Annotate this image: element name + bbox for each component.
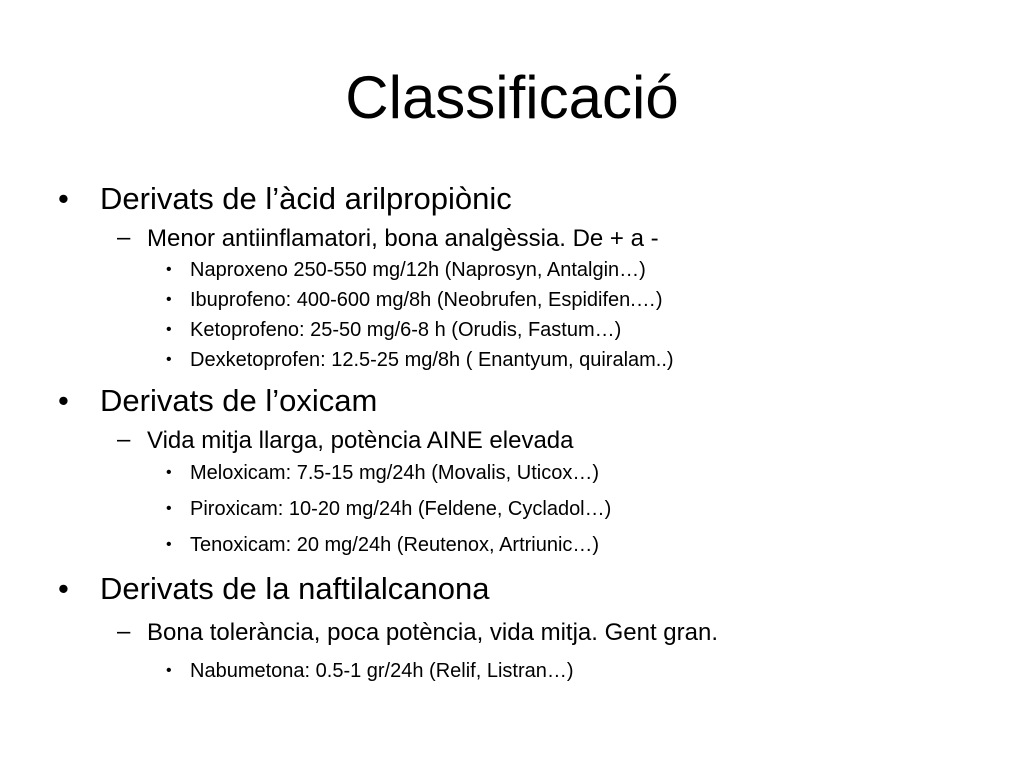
list-item-text: Ibuprofeno: 400-600 mg/8h (Neobrufen, Espidifen.…) — [190, 289, 663, 311]
bullet-icon: • — [166, 662, 172, 679]
list-item — [166, 460, 600, 486]
bullet-icon: • — [58, 571, 69, 606]
list-item-text: Ketoprofeno: 25-50 mg/6-8 h (Orudis, Fastum…) — [190, 319, 622, 341]
list-item — [166, 347, 674, 373]
bullet-icon: • — [58, 383, 69, 418]
list-item-text: Piroxicam: 10-20 mg/24h (Feldene, Cycladol…) — [190, 498, 612, 520]
bullet-icon: • — [166, 500, 172, 517]
list-item — [166, 496, 612, 522]
bullet-icon: • — [166, 536, 172, 553]
list-item-text: Naproxeno 250-550 mg/12h (Naprosyn, Antalgin…) — [190, 259, 646, 281]
dash-icon: – — [117, 618, 131, 645]
group-subheading — [117, 426, 574, 456]
group-subheading-text: Menor antiinflamatori, bona analgèssia. De + a - — [147, 225, 659, 252]
list-item-text: Tenoxicam: 20 mg/24h (Reutenox, Artriunic…) — [190, 534, 600, 556]
bullet-icon: • — [166, 321, 172, 338]
group-heading — [58, 383, 378, 419]
list-item — [166, 257, 646, 283]
group-heading — [58, 181, 512, 217]
bullet-icon: • — [58, 181, 69, 216]
dash-icon: – — [117, 426, 131, 453]
list-item-text: Meloxicam: 7.5-15 mg/24h (Movalis, Uticox…) — [190, 462, 600, 484]
bullet-icon: • — [166, 464, 172, 481]
group-subheading — [117, 618, 719, 648]
group-subheading-text: Vida mitja llarga, potència AINE elevada — [147, 427, 574, 454]
list-item — [166, 287, 663, 313]
list-item-text: Dexketoprofen: 12.5-25 mg/8h ( Enantyum, quiralam..) — [190, 349, 674, 371]
bullet-icon: • — [166, 291, 172, 308]
group-heading — [58, 571, 490, 607]
list-item-text: Nabumetona: 0.5-1 gr/24h (Relif, Listran…) — [190, 660, 574, 682]
group-heading-text: Derivats de l’oxicam — [100, 383, 378, 418]
slide-title: Classificació — [345, 64, 679, 131]
group-heading-text: Derivats de l’àcid arilpropiònic — [100, 181, 512, 216]
group-subheading-text: Bona tolerància, poca potència, vida mitja. Gent gran. — [147, 619, 719, 646]
group-heading-text: Derivats de la naftilalcanona — [100, 571, 490, 606]
list-item — [166, 317, 622, 343]
list-item — [166, 532, 600, 558]
list-item — [166, 658, 574, 684]
bullet-icon: • — [166, 261, 172, 278]
dash-icon: – — [117, 224, 131, 251]
group-subheading — [117, 224, 659, 254]
bullet-icon: • — [166, 351, 172, 368]
